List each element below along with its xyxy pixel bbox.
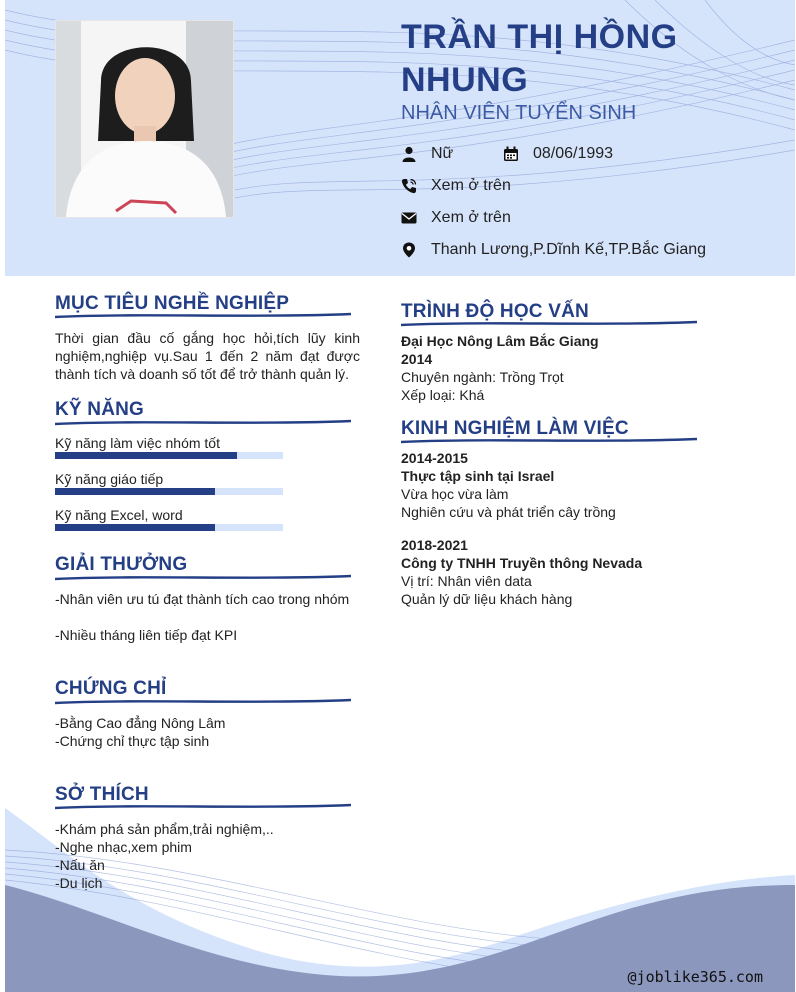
hobby-item: -Khám phá sản phẩm,trải nghiệm,.. (55, 821, 274, 837)
envelope-icon (401, 210, 417, 226)
skill-bar-fill (55, 452, 237, 459)
awards-title: GIẢI THƯỞNG (55, 554, 188, 575)
job-detail: Nghiên cứu và phát triển cây trồng (401, 504, 616, 520)
job-detail: Vị trí: Nhân viên data (401, 573, 532, 589)
education-school: Đại Học Nông Lâm Bắc Giang (401, 333, 599, 349)
job-title: NHÂN VIÊN TUYỂN SINH (401, 102, 637, 124)
award-item: -Nhân viên ưu tú đạt thành tích cao trong nhóm (55, 591, 350, 607)
experience-underline (401, 437, 697, 445)
cv-page (5, 0, 795, 992)
calendar-icon (503, 146, 519, 162)
award-item: -Nhiều tháng liên tiếp đạt KPI (55, 627, 238, 643)
gender-row (401, 143, 453, 165)
certificates-title: CHỨNG CHỈ (55, 678, 167, 699)
education-grade: Xếp loại: Khá (401, 387, 485, 403)
phone-icon (401, 178, 417, 194)
job-detail: Quản lý dữ liệu khách hàng (401, 591, 573, 607)
birthdate-row (503, 143, 613, 165)
address-row (401, 239, 706, 261)
phone-value: Xem ở trên (431, 177, 511, 194)
objective-underline (55, 312, 351, 320)
skills-title: KỸ NĂNG (55, 399, 145, 420)
objective-text: Thời gian đầu cố gắng học hỏi,tích lũy kinh nghiệm,nghiệp vụ.Sau 1 đến 2 năm đạt được thành tích và doanh số tốt để trở thành quản lý. (55, 330, 360, 382)
certificates-underline (55, 698, 351, 706)
address-value: Thanh Lương,P.Dĩnh Kế,TP.Bắc Giang (431, 241, 707, 258)
skill-label: Kỹ năng làm việc nhóm tốt (55, 435, 220, 451)
hobby-item: -Nấu ăn (55, 857, 105, 873)
skill-bar-fill (55, 524, 215, 531)
education-underline (401, 320, 697, 328)
skill-bar (55, 524, 283, 531)
person-icon (401, 146, 417, 162)
skill-bar (55, 488, 283, 495)
skill-bar-fill (55, 488, 215, 495)
skill-label: Kỹ năng Excel, word (55, 507, 183, 523)
certificate-item: -Bằng Cao đẳng Nông Lâm (55, 715, 226, 731)
hobby-item: -Nghe nhạc,xem phim (55, 839, 192, 855)
skill-label: Kỹ năng giáo tiếp (55, 471, 164, 487)
job-company: Thực tập sinh tại Israel (401, 468, 555, 484)
education-title: TRÌNH ĐỘ HỌC VẤN (401, 301, 589, 322)
hobbies-title: SỞ THÍCH (55, 784, 149, 805)
hobby-item: -Du lịch (55, 875, 103, 891)
map-pin-icon (401, 242, 417, 258)
profile-photo-illustration (56, 21, 233, 217)
gender-value: Nữ (431, 145, 454, 162)
hobbies-underline (55, 803, 351, 811)
watermark-text: @joblike365.com (627, 968, 763, 986)
job-period: 2018-2021 (401, 537, 468, 553)
objective-title: MỤC TIÊU NGHỀ NGHIỆP (55, 293, 290, 314)
education-major: Chuyên ngành: Trồng Trọt (401, 369, 564, 385)
awards-underline (55, 574, 351, 582)
candidate-name: TRẦN THỊ HỒNG NHUNG (401, 18, 678, 99)
job-detail: Vừa học vừa làm (401, 486, 509, 502)
experience-title: KINH NGHIỆM LÀM VIỆC (401, 418, 629, 439)
certificate-item: -Chứng chỉ thực tập sinh (55, 733, 210, 749)
job-period: 2014-2015 (401, 450, 468, 466)
job-company: Công ty TNHH Truyền thông Nevada (401, 555, 643, 571)
email-row (401, 207, 511, 229)
birthdate-value: 08/06/1993 (533, 145, 614, 162)
skill-bar (55, 452, 283, 459)
skills-underline (55, 419, 351, 427)
email-value: Xem ở trên (431, 209, 511, 226)
education-year: 2014 (401, 351, 433, 367)
profile-photo (55, 20, 234, 218)
phone-row (401, 175, 511, 197)
